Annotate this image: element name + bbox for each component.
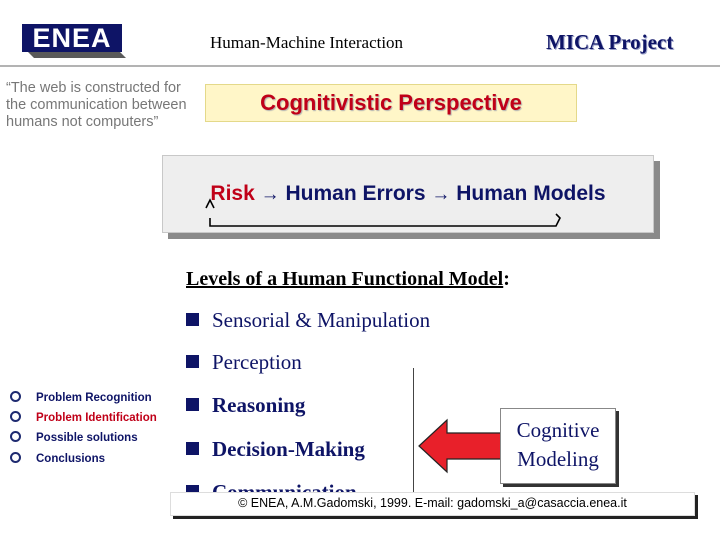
- level-item: Decision-Making: [186, 437, 365, 465]
- logo-text: ENEA: [32, 23, 112, 53]
- square-bullet-icon: [186, 313, 199, 326]
- risk-label: Risk: [210, 182, 255, 205]
- left-arrow-icon: [417, 418, 505, 474]
- square-bullet-icon: [186, 442, 199, 455]
- ring-bullet-icon: [10, 391, 21, 402]
- ring-bullet-icon: [10, 431, 21, 442]
- list-item: Possible solutions: [10, 431, 138, 451]
- levels-title: Levels of a Human Functional Model:: [186, 268, 510, 290]
- header-divider: [0, 65, 720, 67]
- header-subtitle: Human-Machine Interaction: [210, 33, 404, 52]
- web-quote: “The web is constructed for the communication between humans not computers”: [6, 80, 187, 130]
- separator-line: [413, 368, 414, 500]
- feedback-bracket: [200, 196, 570, 236]
- arrow-right-icon: →: [431, 184, 451, 205]
- human-models-label: Human Models: [456, 182, 606, 205]
- list-item: Problem Identification: [10, 411, 157, 431]
- list-item: Conclusions: [10, 452, 105, 472]
- human-errors-label: Human Errors: [285, 182, 426, 205]
- level-item: Reasoning: [186, 393, 305, 421]
- ring-bullet-icon: [10, 411, 21, 422]
- footer-copyright: © ENEA, A.M.Gadomski, 1999. E-mail: gadomski_a@casaccia.enea.it: [238, 496, 627, 510]
- cognitive-modeling-label: Cognitive Modeling: [516, 418, 600, 471]
- list-item: Problem Recognition: [10, 391, 152, 411]
- square-bullet-icon: [186, 355, 199, 368]
- enea-logo: [18, 16, 130, 60]
- project-title: MICA Project: [546, 30, 674, 54]
- ring-bullet-icon: [10, 452, 21, 463]
- arrow-right-icon: →: [260, 184, 280, 205]
- square-bullet-icon: [186, 398, 199, 411]
- perspective-title: Cognitivistic Perspective: [260, 90, 522, 115]
- level-item: Perception: [186, 350, 302, 378]
- level-item: Sensorial & Manipulation: [186, 308, 430, 336]
